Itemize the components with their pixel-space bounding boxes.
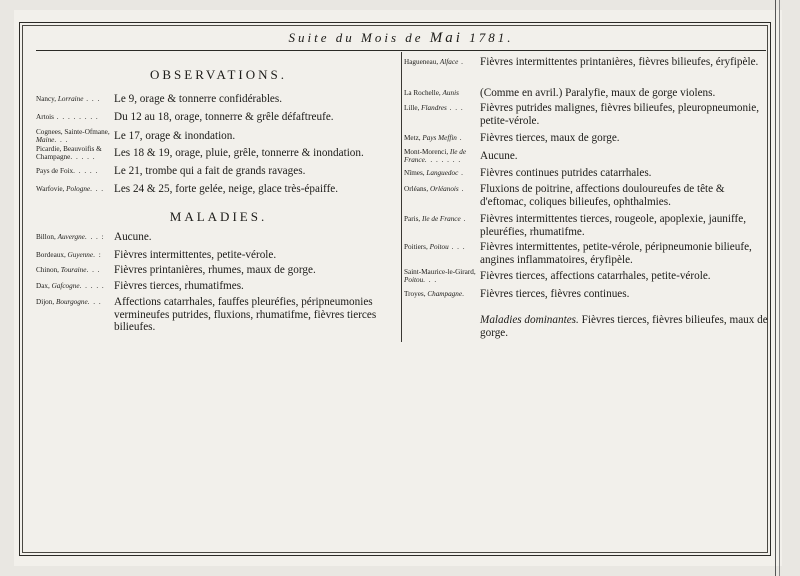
observation-text: Le 17, orage & inondation.	[114, 130, 236, 142]
maladie-row	[404, 241, 768, 266]
place-label: Nancy, Lorraine . . .	[36, 95, 101, 103]
observation-row	[36, 93, 398, 106]
place-label: Dijon, Bourgogne. . .	[36, 298, 102, 306]
place-label: La Rochelle, Aunis	[404, 89, 459, 97]
page-edge	[775, 0, 776, 576]
header-year: 1781.	[469, 30, 514, 45]
observation-row	[36, 126, 398, 144]
observation-row	[36, 183, 398, 196]
maladie-row	[36, 264, 398, 277]
maladie-text: Fièvres continues putrides catarrhales.	[480, 167, 652, 179]
maladie-text: Aucune.	[480, 150, 518, 162]
maladie-row	[36, 231, 398, 244]
maladie-text: Aucune.	[114, 231, 152, 243]
maladie-text: Fluxions de poitrine, affections douloureufes de tête & d'eftomac, coliques bilieufes, ophthalmies.	[480, 183, 725, 208]
maladie-text: Fièvres tierces, rhumatifmes.	[114, 280, 244, 292]
header-rule	[36, 50, 766, 51]
maladie-text: Fièvres intermittentes, petite-vérole, péripneumonie bilieufe, angines inflammatoires, éryfipèle.	[480, 241, 752, 266]
place-label: Hagueneau, Alface .	[404, 58, 464, 66]
place-label: Paris, Ile de France .	[404, 215, 467, 223]
column-divider	[401, 52, 402, 342]
place-label: Metz, Pays Meffin .	[404, 134, 463, 142]
dominantes-label: Maladies dominantes.	[480, 314, 579, 326]
maladie-row	[404, 183, 768, 208]
place-label: Troyes, Champagne.	[404, 290, 465, 298]
maladie-row	[404, 132, 768, 145]
maladie-row	[404, 266, 768, 284]
maladie-row	[36, 249, 398, 262]
maladie-text: Fièvres tierces, fièvres continues.	[480, 288, 630, 300]
maladie-text: Fièvres intermittentes tierces, rougeole, apoplexie, jauniffe, pleuréfies, rhumatifme.	[480, 213, 747, 238]
place-label: Mont-Morenci, Ile de France. . . . . . .	[404, 148, 467, 164]
maladie-row	[404, 288, 768, 301]
place-label: Cognees, Sainte-Ofmane, Maine. . .	[36, 128, 110, 144]
header-prefix: Suite du Mois de	[288, 30, 424, 45]
place-label: Saint-Maurice-le-Girard, Poitou. . .	[404, 268, 476, 284]
place-label: Artois . . . . . . . .	[36, 113, 99, 121]
observation-row	[36, 111, 398, 124]
place-label: Lille, Flandres . . .	[404, 104, 464, 112]
maladie-text: Fièvres printanières, rhumes, maux de gorge.	[114, 264, 316, 276]
place-label: Chinon, Touraine. . .	[36, 266, 101, 274]
observation-text: Le 9, orage & tonnerre confidérables.	[114, 93, 283, 105]
page-edge-outer	[779, 0, 780, 576]
place-label: Pays de Foix. . . . .	[36, 167, 99, 175]
maladie-row	[36, 280, 398, 293]
maladie-text: Fièvres tierces, maux de gorge.	[480, 132, 620, 144]
place-label: Poitiers, Poitou . . .	[404, 243, 466, 251]
place-label: Picardie, Beauvoifis & Champagne. . . . .	[36, 145, 102, 161]
maladies-dominantes	[480, 314, 770, 339]
maladie-text: Fièvres intermittentes, petite-vérole.	[114, 249, 277, 261]
observation-row	[36, 165, 398, 178]
maladie-row	[404, 167, 768, 180]
maladie-row	[404, 102, 768, 127]
running-header	[36, 30, 766, 47]
place-label: Bordeaux, Guyenne. :	[36, 251, 102, 259]
observations-title: OBSERVATIONS.	[149, 67, 288, 82]
maladies-title: MALADIES.	[169, 209, 268, 224]
observation-text: Les 24 & 25, forte gelée, neige, glace très-épaiffe.	[114, 183, 339, 195]
maladie-row	[404, 87, 768, 100]
observation-row	[36, 143, 398, 161]
maladie-text: Affections catarrhales, fauffes pleuréfies, péripneumonies vermineufes putrides, fluxions, rhumatifme, fièvres tierces bilieufes.	[114, 296, 377, 333]
header-month: Mai	[429, 30, 463, 46]
place-label: Orléans, Orléanois .	[404, 185, 465, 193]
maladie-row	[404, 146, 768, 164]
maladie-row	[36, 296, 398, 334]
place-label: Dax, Gafcogne. . . . .	[36, 282, 105, 290]
maladie-row	[404, 213, 768, 238]
maladie-text: (Comme en avril.) Paralyfie, maux de gorge violens.	[480, 87, 716, 99]
place-label: Billon, Auvergne. . . :	[36, 233, 105, 241]
observation-text: Les 18 & 19, orage, pluie, grêle, tonnerre & inondation.	[114, 147, 364, 159]
maladie-text: Fièvres putrides malignes, fièvres bilieufes, pleuropneumonie, petite-vérole.	[480, 102, 759, 127]
observation-text: Du 12 au 18, orage, tonnerre & grêle défaftreufe.	[114, 111, 334, 123]
maladie-row	[404, 56, 768, 69]
place-label: Warfovie, Pologne. . .	[36, 185, 105, 193]
observation-text: Le 21, trombe qui a fait de grands ravages.	[114, 165, 306, 177]
maladie-text: Fièvres tierces, affections catarrhales, petite-vérole.	[480, 270, 711, 282]
dominantes-text: Fièvres tierces, fièvres bilieufes, maux de gorge.	[480, 314, 768, 339]
place-label: Nîmes, Languedoc .	[404, 169, 464, 177]
maladie-text: Fièvres intermittentes printanières, fièvres bilieufes, éryfipèle.	[480, 56, 759, 68]
